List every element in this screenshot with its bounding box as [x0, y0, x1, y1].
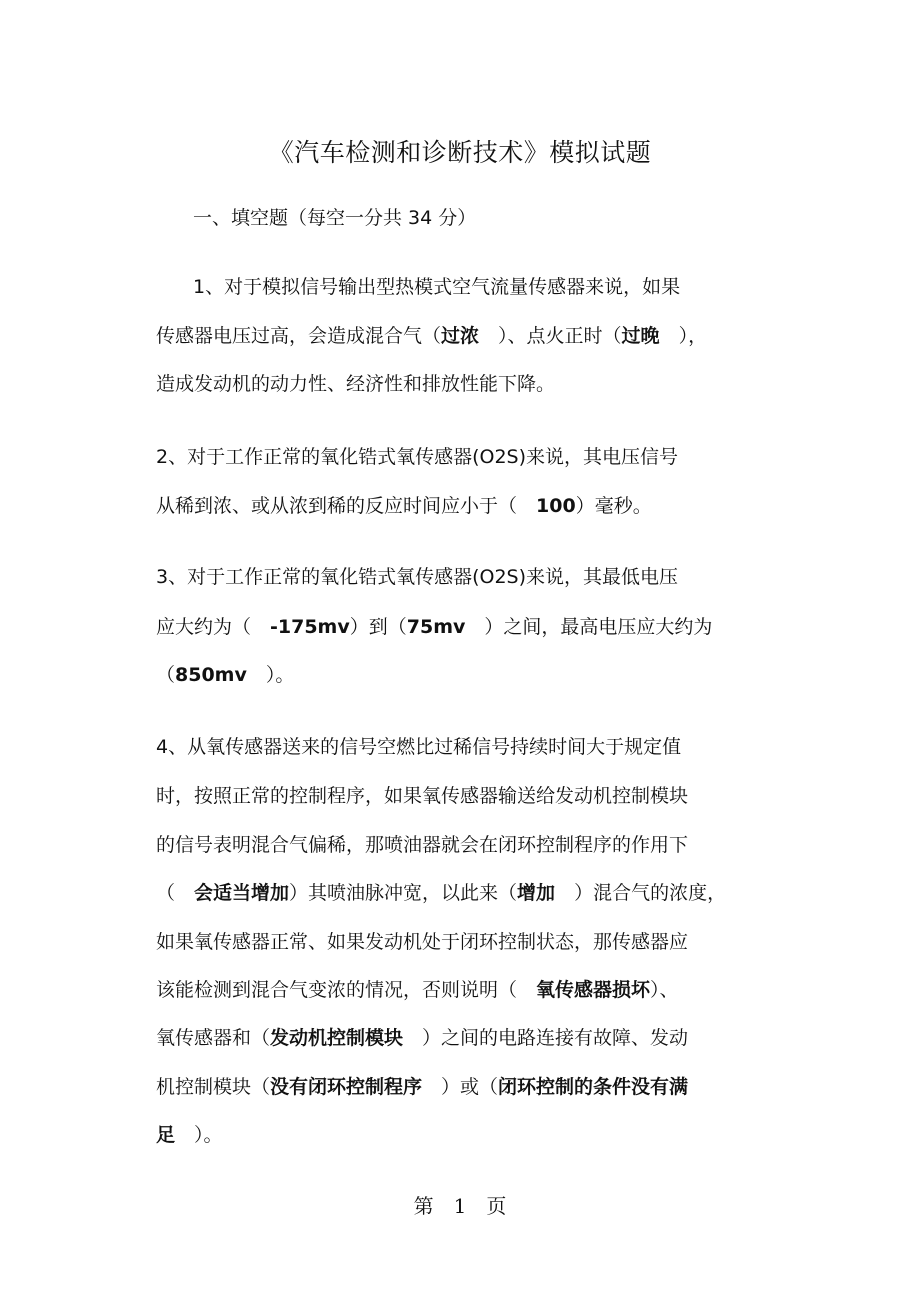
question-text: 4、从氧传感器送来的信号空燃比过稀信号持续时间大于规定值: [156, 736, 682, 758]
question-text: 的信号表明混合气偏稀，那喷油器就会在闭环控制程序的作用下: [156, 834, 689, 856]
question-text: 3、对于工作正常的氧化锆式氧传感器(O2S)来说，其最低电压: [156, 566, 679, 588]
question-text: 时，按照正常的控制程序，如果氧传感器输送给发动机控制模块: [156, 785, 689, 807]
question-1-line: [156, 322, 707, 350]
question-text: 从稀到浓、或从浓到稀的反应时间应小于（: [156, 495, 537, 517]
question-3-line: [156, 613, 712, 641]
answer-text: 过晚: [621, 325, 660, 347]
question-2-line: [156, 492, 652, 520]
question-text: ），: [659, 325, 708, 347]
question-4-line: [156, 1024, 688, 1052]
answer-text: 没有闭环控制程序: [270, 1076, 423, 1098]
question-4-line: [156, 928, 688, 956]
question-3-line: [156, 661, 294, 689]
question-4-line: [156, 1073, 688, 1101]
question-text: ）混合气的浓度，: [555, 882, 727, 904]
question-4-line: [156, 1121, 223, 1149]
question-text: 2、对于工作正常的氧化锆式氧传感器(O2S)来说，其电压信号: [156, 446, 679, 468]
question-4-line: [156, 976, 679, 1004]
answer-text: 850mv: [175, 664, 247, 686]
question-text: ）到（: [349, 616, 407, 638]
question-text: ）。: [246, 664, 295, 686]
question-4-line: [156, 782, 688, 810]
answer-text: 75mv: [406, 616, 466, 638]
question-text: ）、: [650, 979, 679, 1001]
question-text: ）或（: [422, 1076, 499, 1098]
question-text: ）之间的电路连接有故障、发动: [403, 1027, 689, 1049]
question-text: 应大约为（: [156, 616, 271, 638]
document-title: 《汽车检测和诊断技术》模拟试题: [268, 138, 652, 167]
answer-text: 100: [536, 495, 576, 517]
answer-text: 足: [156, 1124, 176, 1146]
answer-text: 氧传感器损坏: [536, 979, 651, 1001]
question-text: （: [156, 664, 176, 686]
question-text: （: [156, 882, 195, 904]
question-text: ）。: [175, 1124, 223, 1146]
question-2-line: [156, 443, 678, 471]
question-1-line: [193, 273, 680, 301]
answer-text: -175mv: [270, 616, 350, 638]
question-text: 传感器电压过高，会造成混合气（: [156, 325, 442, 347]
question-text: ）、点火正时（: [479, 325, 622, 347]
page-number: 第 1 页: [413, 1194, 507, 1218]
question-4-line: [156, 733, 681, 761]
question-text: 造成发动机的动力性、经济性和排放性能下降。: [156, 373, 556, 395]
question-text: ）毫秒。: [575, 495, 652, 517]
question-text: 1、对于模拟信号输出型热模式空气流量传感器来说，如果: [193, 276, 681, 298]
question-text: ）其喷油脉冲宽，以此来（: [289, 882, 518, 904]
question-text: 如果氧传感器正常、如果发动机处于闭环控制状态，那传感器应: [156, 931, 689, 953]
answer-text: 发动机控制模块: [270, 1027, 404, 1049]
question-3-line: [156, 563, 678, 591]
question-text: 该能检测到混合气变浓的情况，否则说明（: [156, 979, 537, 1001]
answer-text: 过浓: [441, 325, 480, 347]
section-heading: 一、填空题（每空一分共 34 分）: [193, 207, 477, 229]
answer-text: 增加: [517, 882, 556, 904]
question-4-line: [156, 831, 688, 859]
answer-text: 闭环控制的条件没有满: [498, 1076, 689, 1098]
answer-text: 会适当增加: [194, 882, 290, 904]
question-text: ）之间，最高电压应大约为: [465, 616, 713, 638]
question-1-line: [156, 370, 555, 398]
question-text: 氧传感器和（: [156, 1027, 271, 1049]
question-4-line: [156, 879, 726, 907]
question-text: 机控制模块（: [156, 1076, 271, 1098]
